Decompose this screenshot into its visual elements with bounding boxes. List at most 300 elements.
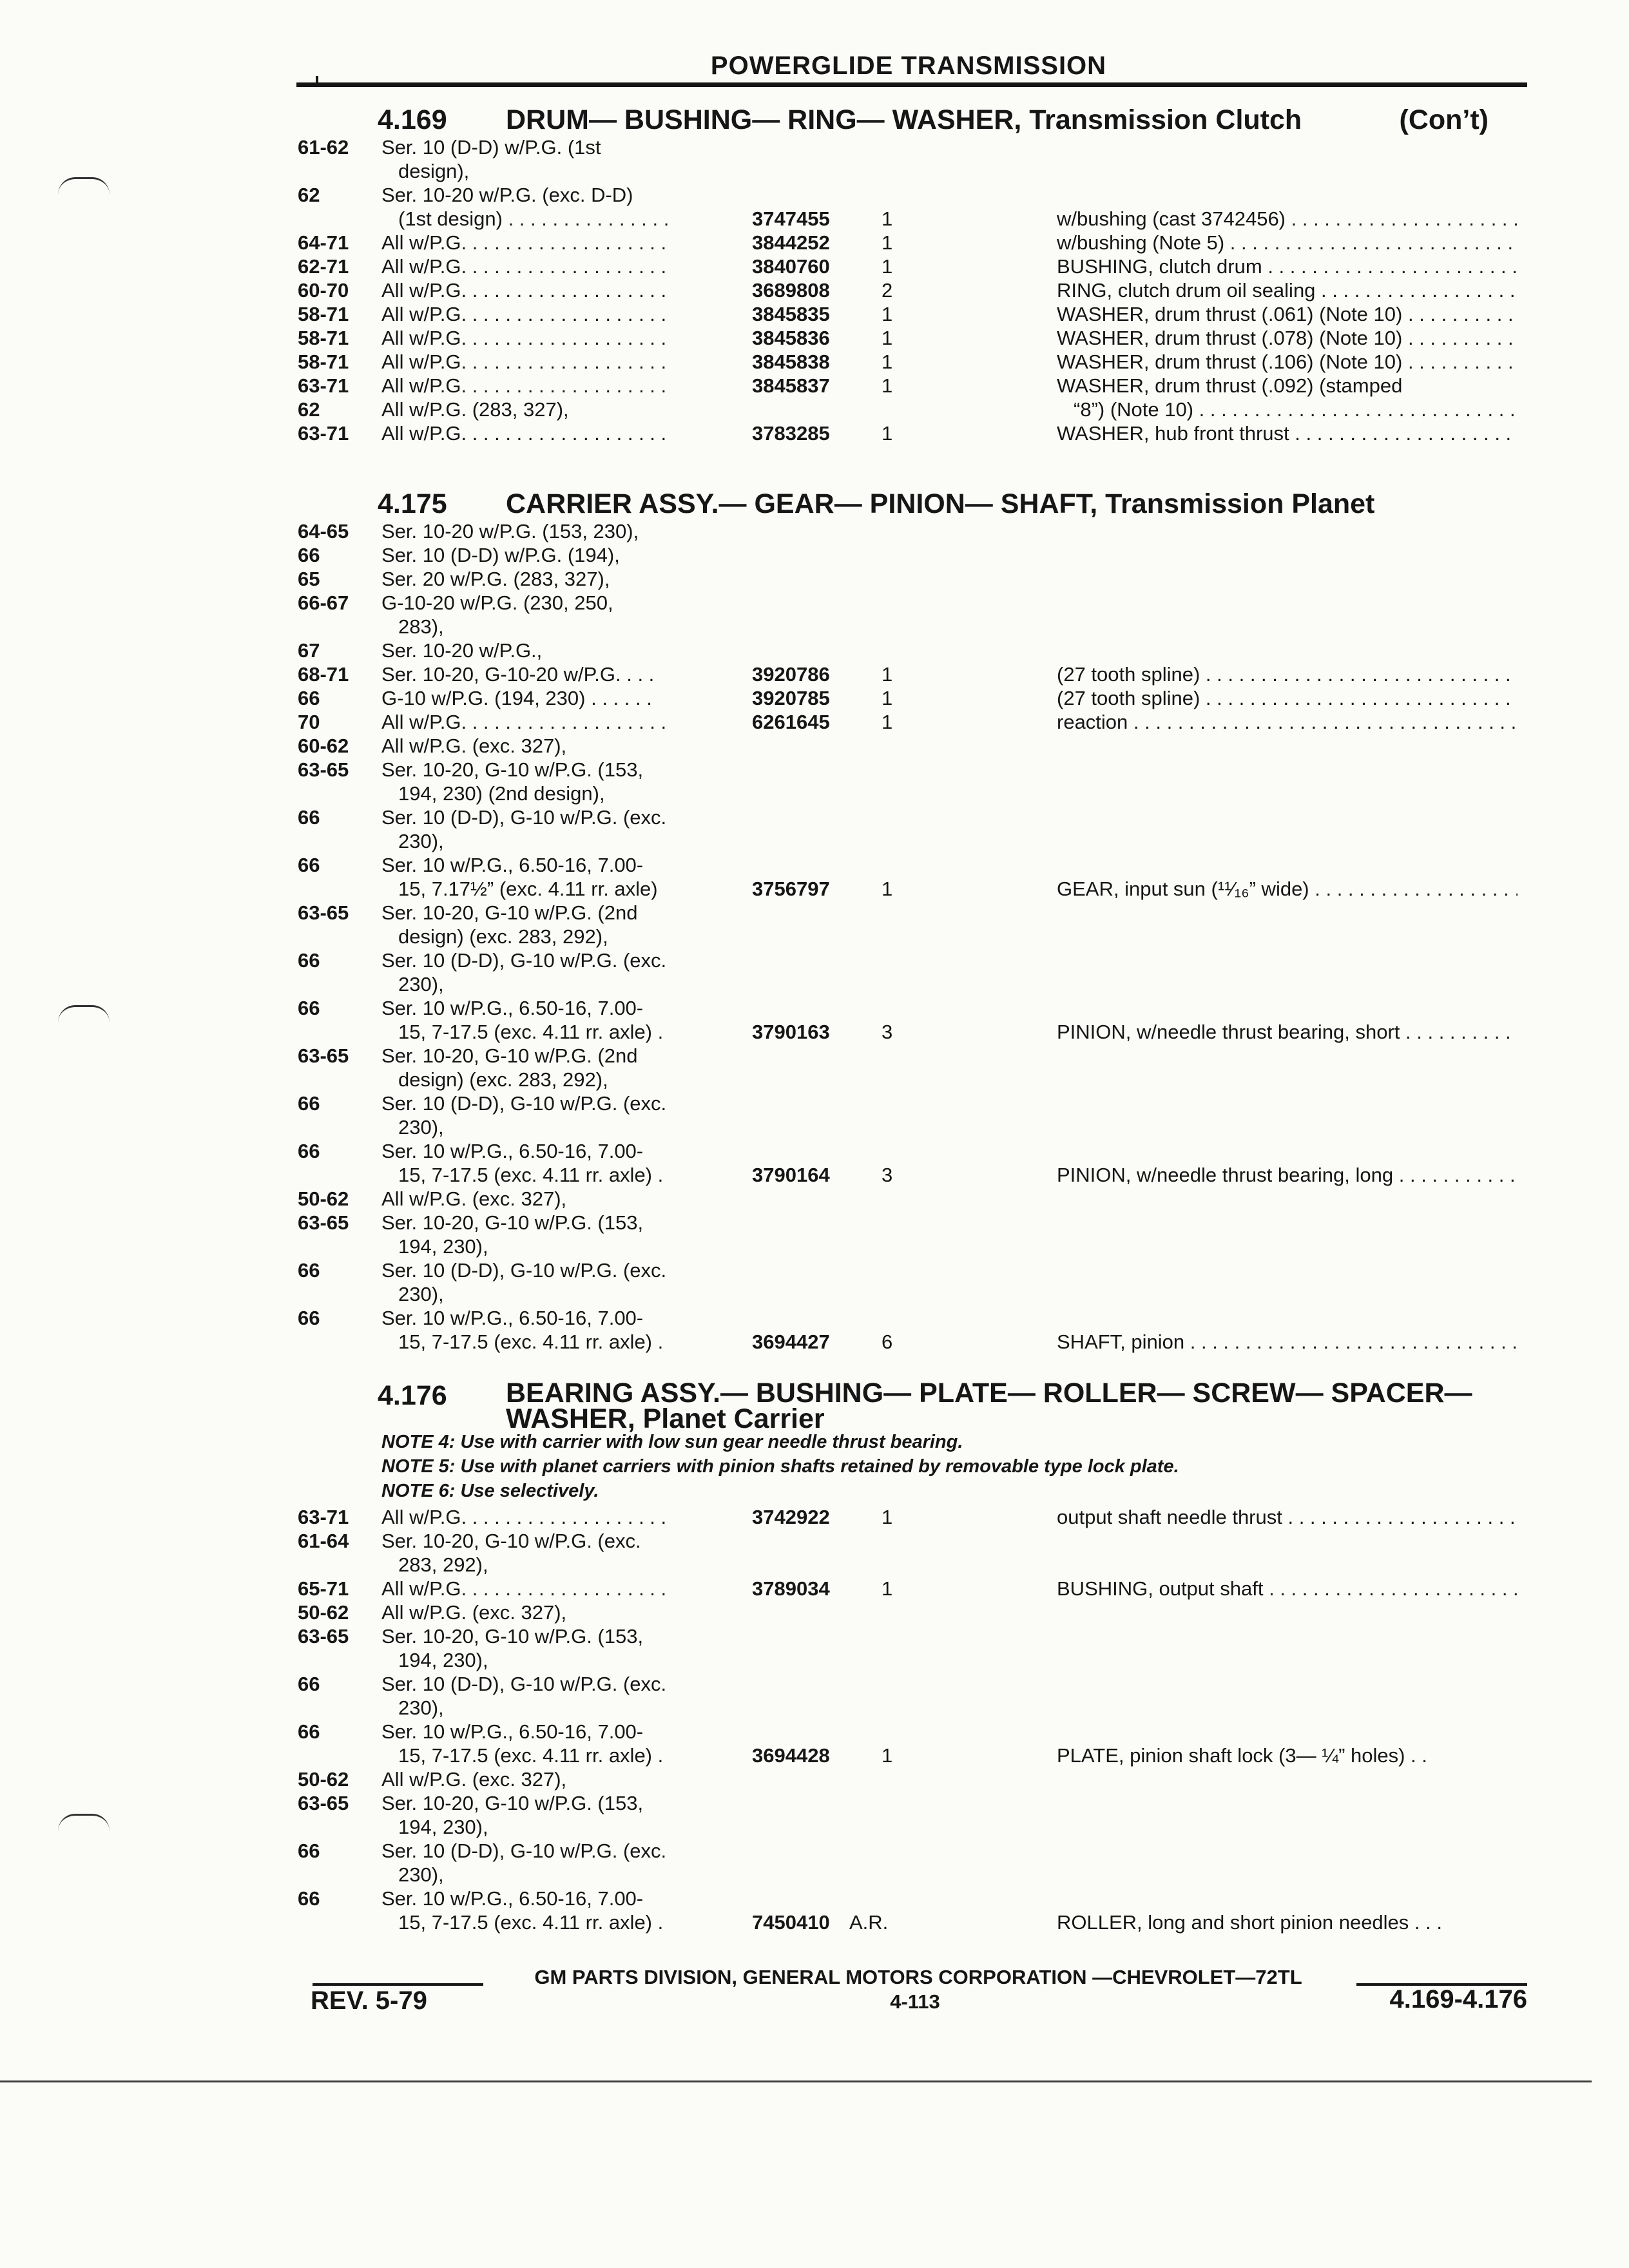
model-years: 66 xyxy=(298,1140,320,1162)
section-number: 4.169 xyxy=(378,104,447,135)
part-number: 3789034 xyxy=(752,1577,830,1600)
part-number: 3790164 xyxy=(752,1164,830,1186)
application-description xyxy=(381,135,739,183)
application-line: 15, 7-17.5 (exc. 4.11 rr. axle) . xyxy=(398,1021,664,1043)
section-title: CARRIER ASSY.— GEAR— PINION— SHAFT, Transmission Planet xyxy=(506,488,1375,519)
application-line: Ser. 10-20, G-10 w/P.G. (153, xyxy=(381,758,644,781)
application-line: 15, 7-17.5 (exc. 4.11 rr. axle) . xyxy=(398,1744,664,1767)
part-description-line: PLATE, pinion shaft lock (3— ¼” holes) . . xyxy=(1057,1744,1427,1767)
header-rule xyxy=(296,82,1527,87)
part-description xyxy=(1057,1887,1518,1934)
section-heading xyxy=(284,104,1534,135)
section-heading xyxy=(284,488,1534,519)
application-line: Ser. 10 w/P.G., 6.50-16, 7.00- xyxy=(381,997,644,1019)
model-years: 63-65 xyxy=(298,901,349,924)
application-line: All w/P.G. . . . . . . . . . . . . . . . . . . xyxy=(381,327,667,349)
table-row xyxy=(284,1091,1534,1139)
application-line: All w/P.G. . . . . . . . . . . . . . . . . . . xyxy=(381,279,667,302)
model-years: 66 xyxy=(298,1673,320,1695)
quantity: 1 xyxy=(882,878,893,900)
quantity: 1 xyxy=(882,1577,893,1600)
model-years: 66 xyxy=(298,544,320,566)
application-line: (1st design) . . . . . . . . . . . . . . . xyxy=(398,207,670,230)
part-description-line xyxy=(1057,1139,1518,1163)
part-description-line: WASHER, drum thrust (.106) (Note 10) . . . xyxy=(1057,350,1518,374)
part-description-line: SHAFT, pinion . . . xyxy=(1057,1330,1518,1354)
table-row xyxy=(284,421,1534,445)
model-years: 61-64 xyxy=(298,1530,349,1552)
application-description xyxy=(381,1672,739,1720)
application-line: design) (exc. 283, 292), xyxy=(398,1068,608,1091)
application-description xyxy=(381,1187,739,1211)
application-description xyxy=(381,853,739,901)
model-years: 67 xyxy=(298,639,320,662)
part-number: 3783285 xyxy=(752,422,830,445)
table-row xyxy=(284,1624,1534,1672)
application-line: Ser. 10-20, G-10 w/P.G. (exc. xyxy=(381,1530,641,1552)
application-description xyxy=(381,948,739,996)
application-line: Ser. 10 (D-D), G-10 w/P.G. (exc. xyxy=(381,1840,667,1862)
application-description xyxy=(381,1577,739,1600)
parts-rows xyxy=(284,135,1534,445)
part-number: 3790163 xyxy=(752,1021,830,1043)
model-years: 62 xyxy=(298,184,320,206)
table-row xyxy=(284,1187,1534,1211)
application-line: Ser. 10 w/P.G., 6.50-16, 7.00- xyxy=(381,1140,644,1162)
part-description xyxy=(1057,686,1518,710)
application-description xyxy=(381,686,739,710)
section-title-line1: BEARING ASSY.— BUSHING— PLATE— ROLLER— SCREW— SPACER— xyxy=(506,1378,1472,1408)
part-description xyxy=(1057,710,1518,734)
application-description xyxy=(381,996,739,1044)
table-row xyxy=(284,1211,1534,1258)
table-row xyxy=(284,1529,1534,1577)
table-row xyxy=(284,1505,1534,1529)
application-description xyxy=(381,326,739,350)
model-years: 66 xyxy=(298,854,320,876)
application-description xyxy=(381,421,739,445)
footer-revision: REV. 5-79 xyxy=(311,1986,427,2015)
table-row xyxy=(284,1720,1534,1767)
part-description-line: WASHER, drum thrust (.092) (stamped xyxy=(1057,374,1403,397)
application-description xyxy=(381,1306,739,1354)
part-description-line xyxy=(1057,853,1518,877)
table-row xyxy=(284,302,1534,326)
application-line: 283, 292), xyxy=(398,1553,488,1576)
application-line: All w/P.G. (283, 327), xyxy=(381,398,569,421)
part-number: 3694427 xyxy=(752,1331,830,1353)
model-years: 63-65 xyxy=(298,758,349,781)
table-row xyxy=(284,662,1534,686)
model-years: 63-71 xyxy=(298,422,349,445)
table-row xyxy=(284,1887,1534,1934)
application-description xyxy=(381,662,739,686)
model-years: 66 xyxy=(298,1092,320,1115)
application-description xyxy=(381,1600,739,1624)
table-row xyxy=(284,1767,1534,1791)
model-years: 66 xyxy=(298,1887,320,1910)
application-line: design), xyxy=(398,160,470,182)
section-number: 4.176 xyxy=(378,1380,447,1411)
part-description-line: ROLLER, long and short pinion needles . . . xyxy=(1057,1911,1442,1934)
part-description xyxy=(1057,1577,1518,1600)
quantity: 1 xyxy=(882,207,893,230)
model-years: 65 xyxy=(298,568,320,590)
application-line: Ser. 10 (D-D), G-10 w/P.G. (exc. xyxy=(381,949,667,972)
application-description xyxy=(381,1211,739,1258)
section-4-176 xyxy=(284,1380,1534,1934)
part-number: 3756797 xyxy=(752,878,830,900)
table-row xyxy=(284,231,1534,255)
application-description xyxy=(381,591,739,639)
model-years: 66-67 xyxy=(298,591,349,614)
application-description xyxy=(381,901,739,948)
table-row xyxy=(284,1306,1534,1354)
table-row xyxy=(284,567,1534,591)
model-years: 66 xyxy=(298,806,320,829)
quantity: 3 xyxy=(882,1164,893,1186)
application-description xyxy=(381,1624,739,1672)
page-bottom-rule xyxy=(0,2081,1592,2082)
part-description-line: w/bushing (cast 3742456) . . . xyxy=(1057,207,1518,231)
part-description xyxy=(1057,1505,1518,1529)
footer-rule xyxy=(313,1983,483,1986)
application-description xyxy=(381,255,739,278)
model-years: 62-71 xyxy=(298,255,349,278)
application-line: Ser. 10-20 w/P.G., xyxy=(381,639,543,662)
application-description xyxy=(381,543,739,567)
application-line: Ser. 10 w/P.G., 6.50-16, 7.00- xyxy=(381,1307,644,1329)
table-row xyxy=(284,350,1534,374)
part-description-line xyxy=(1057,1720,1518,1744)
table-row xyxy=(284,686,1534,710)
part-number: 3694428 xyxy=(752,1744,830,1767)
application-line: Ser. 10-20, G-10 w/P.G. (153, xyxy=(381,1625,644,1648)
part-description-line: (27 tooth spline) . . . xyxy=(1057,686,1518,710)
application-line: Ser. 10-20, G-10-20 w/P.G. . . . xyxy=(381,663,655,686)
application-description xyxy=(381,1044,739,1091)
punch-hole-mark xyxy=(58,1005,110,1023)
footer-section-range: 4.169-4.176 xyxy=(1389,1985,1527,2013)
application-line: Ser. 10 w/P.G., 6.50-16, 7.00- xyxy=(381,1887,644,1910)
application-line: 194, 230), xyxy=(398,1816,488,1838)
part-description-line: RING, clutch drum oil sealing . . . xyxy=(1057,278,1518,302)
application-description xyxy=(381,1767,739,1791)
quantity: 1 xyxy=(882,255,893,278)
part-description xyxy=(1057,231,1518,255)
application-line: 15, 7.17½” (exc. 4.11 rr. axle) xyxy=(398,878,658,900)
model-years: 65-71 xyxy=(298,1577,349,1600)
application-description xyxy=(381,519,739,543)
application-description xyxy=(381,302,739,326)
application-line: Ser. 10 (D-D), G-10 w/P.G. (exc. xyxy=(381,1092,667,1115)
application-line: Ser. 10-20, G-10 w/P.G. (153, xyxy=(381,1792,644,1814)
part-description xyxy=(1057,278,1518,302)
application-line: All w/P.G. . . . . . . . . . . . . . . . . . . xyxy=(381,711,667,733)
part-number: 3742922 xyxy=(752,1506,830,1528)
section-4-175 xyxy=(284,488,1534,1354)
part-number: 3845837 xyxy=(752,374,830,397)
parts-rows xyxy=(284,519,1534,1354)
application-description xyxy=(381,758,739,805)
application-description xyxy=(381,734,739,758)
application-line: G-10-20 w/P.G. (230, 250, xyxy=(381,591,613,614)
quantity: 3 xyxy=(882,1021,893,1043)
application-line: 230), xyxy=(398,973,444,995)
part-description-line: PINION, w/needle thrust bearing, long . . . xyxy=(1057,1163,1518,1187)
table-row xyxy=(284,183,1534,231)
model-years: 61-62 xyxy=(298,136,349,159)
footer-publisher: GM PARTS DIVISION, GENERAL MOTORS CORPORATION —CHEVROLET—72TL xyxy=(534,1966,1302,1988)
application-description xyxy=(381,1791,739,1839)
model-years: 58-71 xyxy=(298,351,349,373)
part-description xyxy=(1057,255,1518,278)
table-row xyxy=(284,1600,1534,1624)
model-years: 50-62 xyxy=(298,1601,349,1624)
part-number: 3844252 xyxy=(752,231,830,254)
part-description xyxy=(1057,421,1518,445)
table-row xyxy=(284,135,1534,183)
application-line: 230), xyxy=(398,1863,444,1886)
application-line: All w/P.G. . . . . . . . . . . . . . . . . . . xyxy=(381,303,667,325)
quantity: 1 xyxy=(882,1506,893,1528)
note-5: NOTE 5: Use with planet carriers with pinion shafts retained by removable type lock plate. xyxy=(381,1456,1179,1477)
part-number: 3845836 xyxy=(752,327,830,349)
part-number: 3845835 xyxy=(752,303,830,325)
application-line: Ser. 10 w/P.G., 6.50-16, 7.00- xyxy=(381,854,644,876)
quantity: 1 xyxy=(882,711,893,733)
punch-hole-mark xyxy=(58,177,110,195)
part-number: 3845838 xyxy=(752,351,830,373)
table-row xyxy=(284,326,1534,350)
application-line: 230), xyxy=(398,1116,444,1139)
part-description-line: PINION, w/needle thrust bearing, short . . . xyxy=(1057,1020,1518,1044)
application-description xyxy=(381,567,739,591)
model-years: 50-62 xyxy=(298,1187,349,1210)
model-years: 58-71 xyxy=(298,327,349,349)
application-line: 230), xyxy=(398,1696,444,1719)
application-description xyxy=(381,350,739,374)
application-description xyxy=(381,374,739,398)
application-description xyxy=(381,710,739,734)
model-years: 60-70 xyxy=(298,279,349,302)
part-number: 7450410 xyxy=(752,1911,830,1934)
application-line: 194, 230) (2nd design), xyxy=(398,782,605,805)
quantity: 1 xyxy=(882,422,893,445)
table-row xyxy=(284,758,1534,805)
table-row xyxy=(284,519,1534,543)
model-years: 63-71 xyxy=(298,374,349,397)
application-description xyxy=(381,231,739,255)
application-line: 15, 7-17.5 (exc. 4.11 rr. axle) . xyxy=(398,1331,664,1353)
part-description-line: GEAR, input sun (¹¹⁄₁₆” wide) . . . xyxy=(1057,877,1518,901)
part-number: 3920786 xyxy=(752,663,830,686)
part-description-line xyxy=(1057,183,1518,207)
application-description xyxy=(381,639,739,662)
application-line: 283), xyxy=(398,615,444,638)
table-row xyxy=(284,1672,1534,1720)
part-description xyxy=(1057,1720,1518,1767)
quantity: 2 xyxy=(882,279,893,302)
model-years: 66 xyxy=(298,997,320,1019)
model-years: 63-65 xyxy=(298,1625,349,1648)
model-years: 68-71 xyxy=(298,663,349,686)
application-line: All w/P.G. (exc. 327), xyxy=(381,1768,567,1791)
application-line: All w/P.G. . . . . . . . . . . . . . . . . . . xyxy=(381,255,667,278)
application-description xyxy=(381,1839,739,1887)
application-line: Ser. 10-20, G-10 w/P.G. (2nd xyxy=(381,1044,638,1067)
model-years: 63-71 xyxy=(298,1506,349,1528)
application-line: G-10 w/P.G. (194, 230) . . . . . . xyxy=(381,687,652,709)
part-description-line: “8”) (Note 10) . . . xyxy=(1057,398,1518,421)
model-years: 50-62 xyxy=(298,1768,349,1791)
part-number: 6261645 xyxy=(752,711,830,733)
quantity: 1 xyxy=(882,303,893,325)
application-line: Ser. 20 w/P.G. (283, 327), xyxy=(381,568,610,590)
application-description xyxy=(381,1505,739,1529)
application-description xyxy=(381,1258,739,1306)
model-years: 63-65 xyxy=(298,1044,349,1067)
part-description xyxy=(1057,326,1518,350)
page-title: POWERGLIDE TRANSMISSION xyxy=(710,52,1107,80)
quantity: 1 xyxy=(882,374,893,397)
model-years: 66 xyxy=(298,1720,320,1743)
table-row xyxy=(284,398,1534,421)
table-row xyxy=(284,1577,1534,1600)
table-row xyxy=(284,996,1534,1044)
table-row xyxy=(284,1258,1534,1306)
table-row xyxy=(284,1044,1534,1091)
part-description-line: WASHER, hub front thrust . . . xyxy=(1057,421,1518,445)
quantity: 1 xyxy=(882,687,893,709)
part-number: 3689808 xyxy=(752,279,830,302)
quantity: 1 xyxy=(882,327,893,349)
model-years: 60-62 xyxy=(298,735,349,757)
section-heading xyxy=(284,1380,1534,1432)
application-line: 230), xyxy=(398,1283,444,1305)
application-line: design) (exc. 283, 292), xyxy=(398,925,608,948)
application-line: 194, 230), xyxy=(398,1235,488,1258)
model-years: 64-65 xyxy=(298,520,349,543)
table-row xyxy=(284,805,1534,853)
continued-label: (Con’t) xyxy=(1399,104,1489,135)
part-description xyxy=(1057,302,1518,326)
application-description xyxy=(381,1091,739,1139)
note-4: NOTE 4: Use with carrier with low sun gear needle thrust bearing. xyxy=(381,1432,963,1452)
part-number: 3840760 xyxy=(752,255,830,278)
section-title: DRUM— BUSHING— RING— WASHER, Transmission Clutch xyxy=(506,104,1302,135)
model-years: 63-65 xyxy=(298,1792,349,1814)
note-6: NOTE 6: Use selectively. xyxy=(381,1481,599,1501)
table-row xyxy=(284,901,1534,948)
application-line: All w/P.G. (exc. 327), xyxy=(381,1601,567,1624)
quantity: A.R. xyxy=(849,1911,889,1934)
application-line: All w/P.G. . . . . . . . . . . . . . . . . . . xyxy=(381,351,667,373)
table-row xyxy=(284,1139,1534,1187)
table-row xyxy=(284,1839,1534,1887)
quantity: 6 xyxy=(882,1331,893,1353)
table-row xyxy=(284,853,1534,901)
footer-page-number: 4-113 xyxy=(890,1990,940,2013)
application-description xyxy=(381,1139,739,1187)
part-description xyxy=(1057,183,1518,231)
model-years: 66 xyxy=(298,1259,320,1282)
quantity: 1 xyxy=(882,1744,893,1767)
part-description xyxy=(1057,853,1518,901)
application-line: All w/P.G. (exc. 327), xyxy=(381,735,567,757)
application-description xyxy=(381,1887,739,1934)
parts-rows xyxy=(284,1505,1534,1934)
part-number: 3747455 xyxy=(752,207,830,230)
part-description-line: w/bushing (Note 5) . . . xyxy=(1057,231,1518,255)
application-line: Ser. 10 (D-D), G-10 w/P.G. (exc. xyxy=(381,1259,667,1282)
model-years: 66 xyxy=(298,1307,320,1329)
application-line: Ser. 10 (D-D) w/P.G. (194), xyxy=(381,544,620,566)
quantity: 1 xyxy=(882,231,893,254)
application-line: All w/P.G. . . . . . . . . . . . . . . . . . . xyxy=(381,1577,667,1600)
table-row xyxy=(284,734,1534,758)
application-line: Ser. 10 w/P.G., 6.50-16, 7.00- xyxy=(381,1720,644,1743)
application-line: Ser. 10 (D-D) w/P.G. (1st xyxy=(381,136,601,159)
model-years: 66 xyxy=(298,949,320,972)
application-line: All w/P.G. . . . . . . . . . . . . . . . . . . xyxy=(381,1506,667,1528)
part-description-line: output shaft needle thrust . . . xyxy=(1057,1505,1518,1529)
part-description xyxy=(1057,996,1518,1044)
application-line: All w/P.G. (exc. 327), xyxy=(381,1187,567,1210)
application-description xyxy=(381,1720,739,1767)
table-row xyxy=(284,948,1534,996)
table-row xyxy=(284,1791,1534,1839)
application-description xyxy=(381,1529,739,1577)
model-years: 66 xyxy=(298,1840,320,1862)
model-years: 58-71 xyxy=(298,303,349,325)
table-row xyxy=(284,255,1534,278)
application-line: Ser. 10 (D-D), G-10 w/P.G. (exc. xyxy=(381,806,667,829)
application-description xyxy=(381,183,739,231)
part-description xyxy=(1057,350,1518,374)
application-line: Ser. 10-20, G-10 w/P.G. (2nd xyxy=(381,901,638,924)
application-description xyxy=(381,805,739,853)
part-description-line: WASHER, drum thrust (.078) (Note 10) . . . xyxy=(1057,326,1518,350)
model-years: 63-65 xyxy=(298,1211,349,1234)
application-line: 15, 7-17.5 (exc. 4.11 rr. axle) . xyxy=(398,1164,664,1186)
punch-hole-mark xyxy=(58,1814,110,1831)
application-line: 230), xyxy=(398,830,444,852)
section-title-line2: WASHER, Planet Carrier xyxy=(506,1403,825,1434)
part-number: 3920785 xyxy=(752,687,830,709)
model-years: 70 xyxy=(298,711,320,733)
section-number: 4.175 xyxy=(378,488,447,519)
table-row xyxy=(284,278,1534,302)
application-description xyxy=(381,278,739,302)
model-years: 66 xyxy=(298,687,320,709)
part-description-line: WASHER, drum thrust (.061) (Note 10) . . . xyxy=(1057,302,1518,326)
section-4-169 xyxy=(284,104,1534,445)
part-description xyxy=(1057,1139,1518,1187)
application-line: 15, 7-17.5 (exc. 4.11 rr. axle) . xyxy=(398,1911,664,1934)
part-description-line: (27 tooth spline) . . . xyxy=(1057,662,1518,686)
part-description-line xyxy=(1057,1306,1518,1330)
table-row xyxy=(284,710,1534,734)
application-description xyxy=(381,398,739,421)
application-line: 194, 230), xyxy=(398,1649,488,1671)
application-line: All w/P.G. . . . . . . . . . . . . . . . . . . xyxy=(381,374,667,397)
part-description-line: BUSHING, clutch drum . . . xyxy=(1057,255,1518,278)
part-description-line xyxy=(1057,1887,1518,1910)
table-row xyxy=(284,543,1534,567)
application-line: Ser. 10 (D-D), G-10 w/P.G. (exc. xyxy=(381,1673,667,1695)
application-line: All w/P.G. . . . . . . . . . . . . . . . . . . xyxy=(381,231,667,254)
